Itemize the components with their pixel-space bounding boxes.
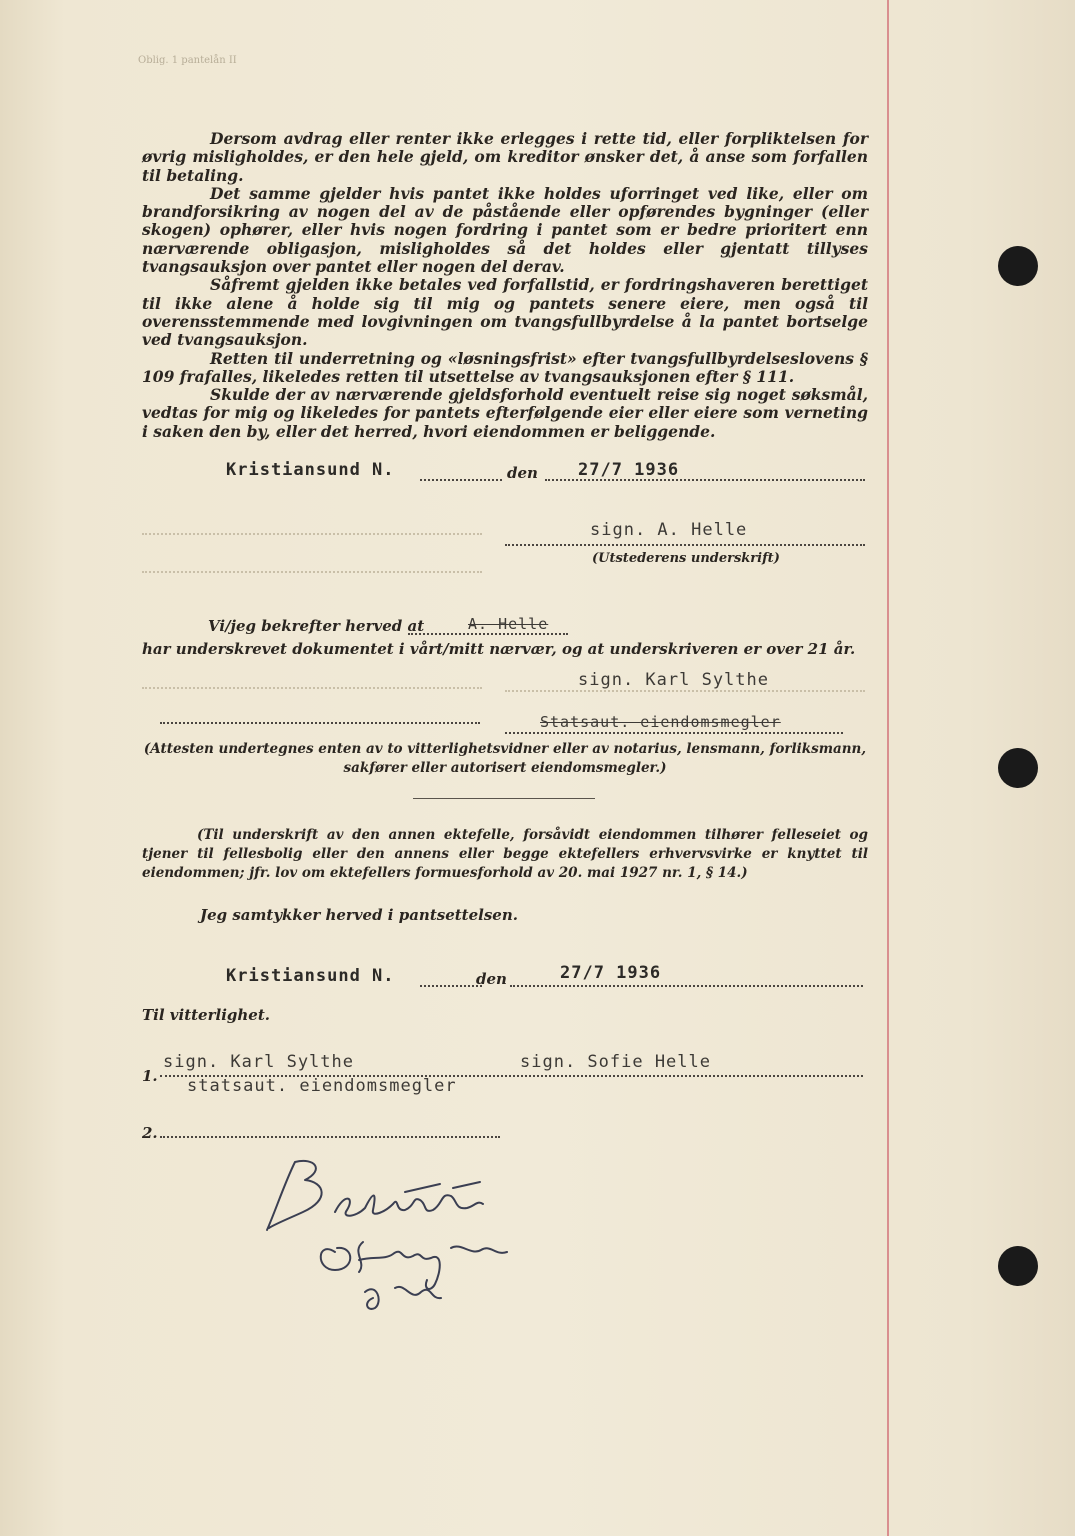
signature-line: [160, 1136, 500, 1138]
body-text: [142, 130, 868, 441]
date-1: 27/7 1936: [578, 460, 680, 480]
witness-title: Statsaut. eiendomsmegler: [540, 713, 781, 731]
witness-1-signature: sign. Karl Sylthe: [163, 1052, 354, 1072]
den-label: den: [476, 970, 507, 988]
signature-line: [505, 544, 865, 546]
issuer-signature: sign. A. Helle: [590, 520, 748, 540]
paragraph: Retten til underretning og «løsningsfrist» efter tvangsfullbyrdelseslovens § 109 frafalles, likeledes retten til utsettelse av tvangsauksjonen efter § 111.: [142, 348, 868, 386]
separator: [413, 798, 595, 799]
den-label: den: [507, 464, 538, 482]
confirmation-name: A. Helle: [468, 615, 549, 633]
signature-line: [505, 732, 843, 734]
paragraph: Skulde der av nærværende gjeldsforhold eventuelt reise sig noget søksmål, vedtas for mig og likeledes for pantets efterfølgende eier eller eiere som verneting i saken den by, eller det herred, hvori eiendommen er beliggende.: [142, 385, 868, 441]
signature-line: [160, 722, 480, 724]
paragraph: Såfremt gjelden ikke betales ved forfallstid, er fordringshaveren berettiget til ikke alene å holde sig til mig og pantets senere eiere, men også til overensstemmende med lovgivningen om tvangsfullbyrdelse å la pantet bortselge ved tvangsauksjon.: [142, 275, 868, 350]
dotted-line: [510, 985, 863, 987]
punch-hole: [998, 748, 1038, 788]
punch-hole: [998, 1246, 1038, 1286]
consent-text: Jeg samtykker herved i pantsettelsen.: [200, 906, 518, 924]
faint-header: Oblig. 1 pantelån II: [138, 55, 237, 66]
faint-dotted-line: [142, 571, 482, 573]
faint-dotted-line: [142, 687, 482, 689]
issuer-caption: (Utstederens underskrift): [592, 551, 780, 566]
confirmation-prefix: Vi/jeg bekrefter herved at: [208, 617, 425, 635]
witness-signature: sign. Karl Sylthe: [578, 670, 769, 690]
paragraph: Det samme gjelder hvis pantet ikke holdes uforringet ved like, eller om brandforsikring av nogen del av de påstående eller opførendes bygninger (eller skogen) ophører, eller hvis nogen fordring i pantet som er bedre prioritert enn nærværende obligasjon, misligholdes så det holdes eller gjentatt tillyses tvangsauksjon over pantet eller nogen del derav.: [142, 183, 868, 277]
paragraph: Dersom avdrag eller renter ikke erlegges i rette tid, eller forpliktelsen for øvrig misligholdes, er den hele gjeld, om kreditor ønsker det, å anse som forfallen til betaling.: [142, 129, 868, 185]
witness-number: 1.: [142, 1067, 158, 1085]
witness-1-title: statsaut. eiendomsmegler: [187, 1076, 457, 1096]
red-margin-line: [887, 0, 889, 1536]
dotted-line: [408, 633, 568, 635]
handwritten-signature: [255, 1152, 545, 1312]
faint-dotted-line: [505, 690, 865, 692]
place-1: Kristiansund N.: [226, 460, 395, 480]
dotted-line: [420, 985, 482, 987]
date-2: 27/7 1936: [560, 963, 662, 983]
attest-note: (Attesten undertegnes enten av to vitterlighetsvidner eller av notarius, lensmann, forliksmann, sakfører eller autorisert eiendomsmegler.): [143, 741, 867, 776]
til-vitterlighet: Til vitterlighet.: [142, 1006, 270, 1024]
spouse-note: (Til underskrift av den annen ektefelle, forsåvidt eiendommen tilhører felleseiet og tjener til fellesbolig eller den annens eller begge ektefellers erhvervsvirke er knyttet til eiendommen; jfr. lov om ektefellers formuesforhold av 20. mai 1927 nr. 1, § 14.): [142, 827, 868, 881]
dotted-line: [545, 479, 865, 481]
witness-2-signature: sign. Sofie Helle: [520, 1052, 711, 1072]
confirmation-line-2: har underskrevet dokumentet i vårt/mitt nærvær, og at underskriveren er over 21 år.: [142, 640, 856, 658]
dotted-line: [420, 479, 502, 481]
place-2: Kristiansund N.: [226, 966, 395, 986]
faint-dotted-line: [142, 533, 482, 535]
witness-number: 2.: [142, 1124, 158, 1142]
punch-hole: [998, 246, 1038, 286]
